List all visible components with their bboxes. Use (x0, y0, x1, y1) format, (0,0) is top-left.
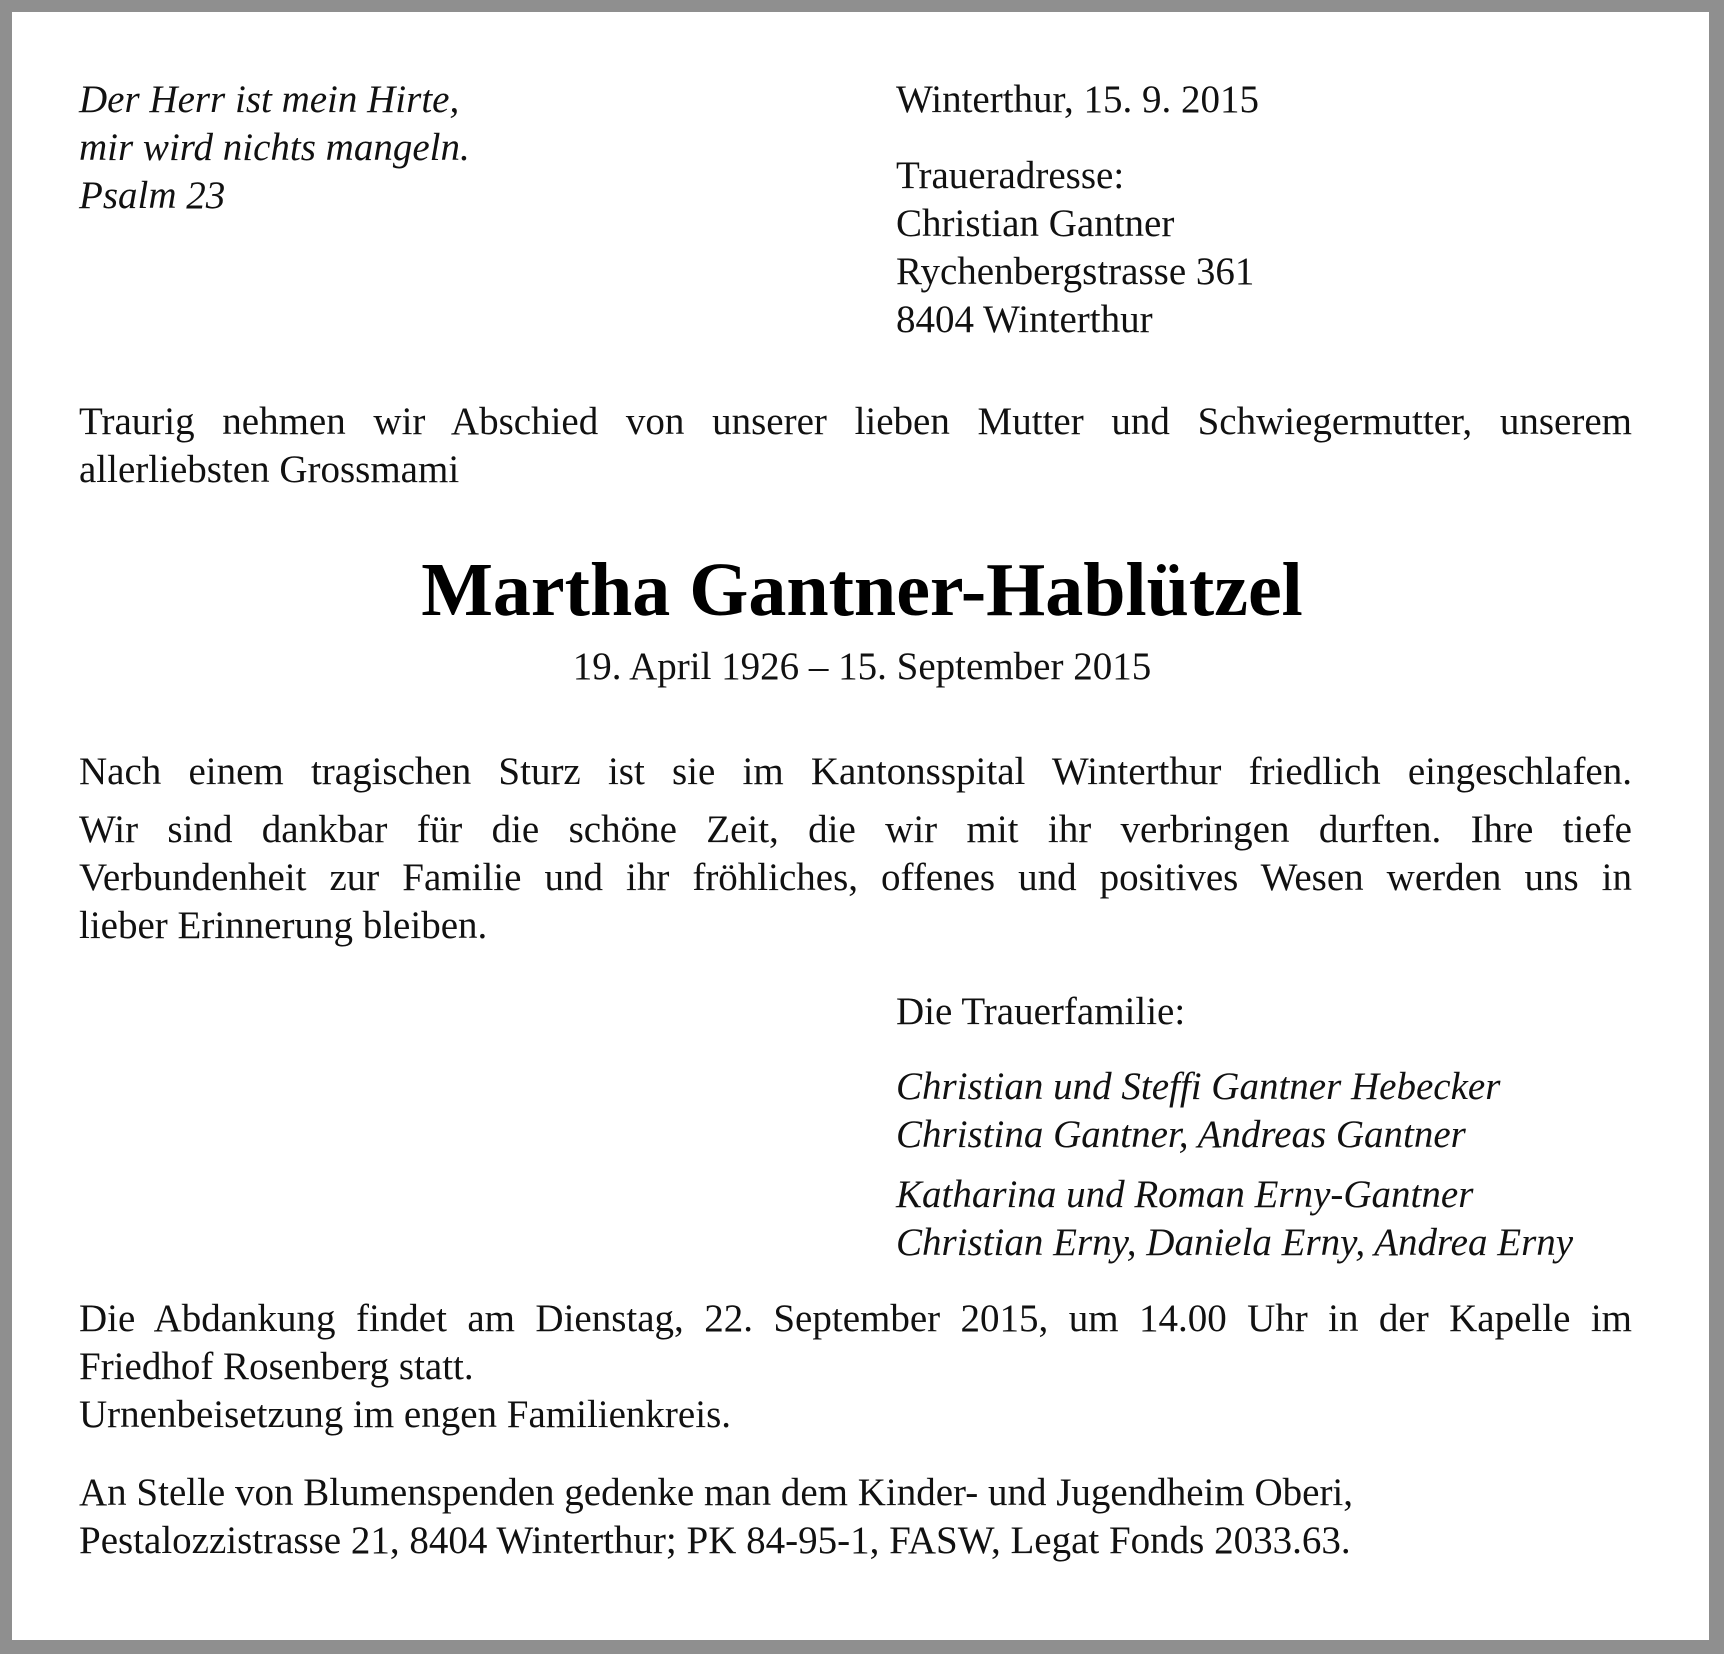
donation-notice (79, 1469, 1353, 1565)
family-group-2 (896, 1171, 1573, 1267)
body-paragraph-1-text: Nach einem tragischen Sturz ist sie im Kantonsspital Winterthur friedlich eingeschlafen. (79, 750, 1632, 793)
burial-text: Urnenbeisetzung im engen Familienkreis. (79, 1393, 731, 1436)
body-paragraph-1 (79, 748, 1632, 796)
address-street: Rychenbergstrasse 361 (896, 250, 1255, 293)
family-heading (896, 988, 1185, 1036)
psalm-motto (79, 76, 470, 220)
family-heading-text: Die Trauerfamilie: (896, 990, 1186, 1033)
service-line-2: Friedhof Rosenberg statt. (79, 1345, 474, 1388)
motto-line-3: Psalm 23 (79, 174, 226, 217)
life-dates: 19. April 1926 – 15. September 2015 (572, 645, 1152, 688)
family-group-1 (896, 1063, 1500, 1159)
mourning-address (896, 152, 1254, 344)
family-group-2-line-1: Katharina und Roman Erny-Gantner (896, 1173, 1474, 1216)
family-group-2-line-2: Christian Erny, Daniela Erny, Andrea Erny (896, 1221, 1574, 1264)
service-line-1: Die Abdankung findet am Dienstag, 22. September 2015, um 14.00 Uhr in der Kapelle im (79, 1297, 1632, 1340)
intro-paragraph (79, 398, 1632, 494)
body-paragraph-2-line-2: Verbundenheit zur Familie und ihr fröhliches, offenes und positives Wesen werden uns in (79, 856, 1632, 899)
intro-line-2: allerliebsten Grossmami (79, 448, 460, 491)
motto-line-2: mir wird nichts mangeln. (79, 126, 470, 169)
family-group-1-line-1: Christian und Steffi Gantner Hebecker (896, 1065, 1501, 1108)
deceased-name: Martha Gantner-Hablützel (421, 548, 1303, 632)
burial-notice (79, 1391, 731, 1439)
intro-line-1: Traurig nehmen wir Abschied von unserer lieben Mutter und Schwiegermutter, unserem (79, 400, 1632, 443)
body-paragraph-2-line-3: lieber Erinnerung bleiben. (79, 904, 488, 947)
service-notice (79, 1295, 1632, 1391)
family-group-1-line-2: Christina Gantner, Andreas Gantner (896, 1113, 1466, 1156)
motto-line-1: Der Herr ist mein Hirte, (79, 78, 460, 121)
address-name: Christian Gantner (896, 202, 1175, 245)
donation-line-2: Pestalozzistrasse 21, 8404 Winterthur; PK 84-95-1, FASW, Legat Fonds 2033.63. (79, 1519, 1351, 1562)
place-date-text: Winterthur, 15. 9. 2015 (896, 78, 1259, 121)
place-date (896, 76, 1259, 124)
donation-line-1: An Stelle von Blumenspenden gedenke man dem Kinder- und Jugendheim Oberi, (79, 1471, 1354, 1514)
address-city: 8404 Winterthur (896, 298, 1153, 341)
body-paragraph-2-line-1: Wir sind dankbar für die schöne Zeit, die wir mit ihr verbringen durften. Ihre tiefe (79, 808, 1632, 851)
body-paragraph-2 (79, 806, 1632, 950)
address-label: Traueradresse: (896, 154, 1125, 197)
